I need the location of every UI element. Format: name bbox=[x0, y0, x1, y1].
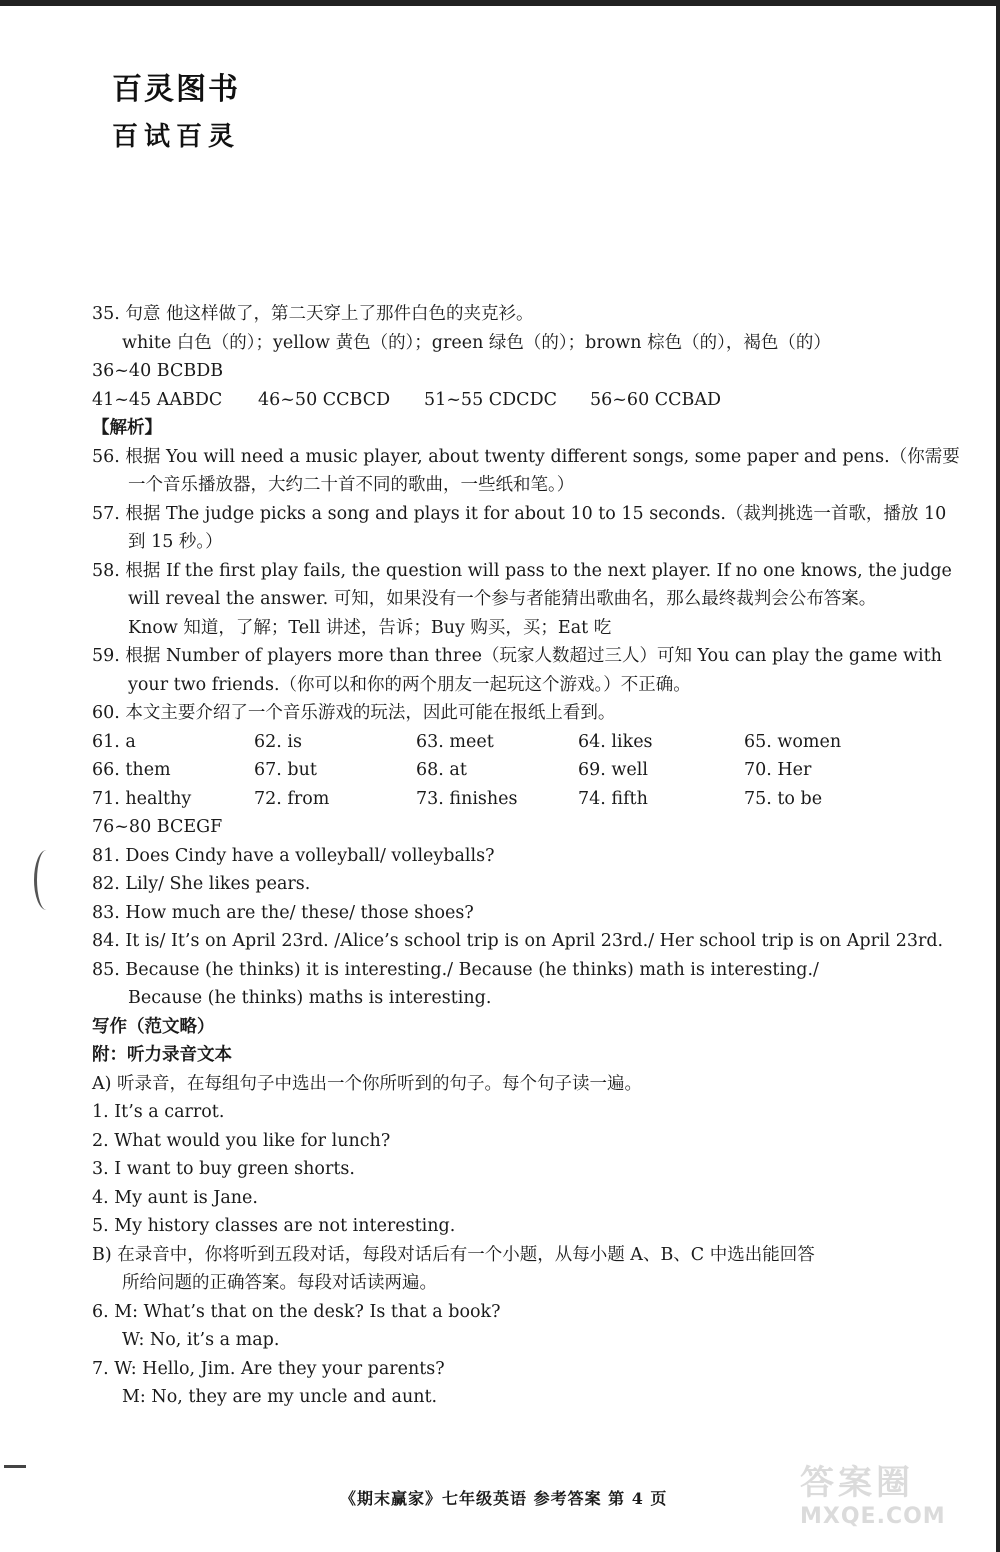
q56-line-1: 56. 根据 You will need a music player, about twenty different songs, some paper and pens.（你需要 bbox=[92, 446, 960, 467]
answer-content bbox=[92, 300, 962, 1412]
q57-line-1: 57. 根据 The judge picks a song and plays it for about 10 to 15 seconds.（裁判挑选一首歌，播放 10 bbox=[92, 503, 947, 524]
dialogue-7-line-1: 7. W: Hello, Jim. Are they your parents? bbox=[92, 1358, 445, 1379]
q59-line-2: your two friends.（你可以和你的两个朋友一起玩这个游戏。）不正确。 bbox=[128, 674, 691, 695]
scan-edge-top bbox=[0, 0, 1000, 6]
answer-85-line-2: Because (he thinks) maths is interesting. bbox=[128, 988, 492, 1008]
answer-85-line-1: 85. Because (he thinks) it is interesting./ Because (he thinks) math is interesting./ bbox=[92, 959, 819, 980]
answer-67: 67. but bbox=[254, 760, 317, 780]
answer-74: 74. fifth bbox=[578, 788, 648, 809]
section-b-instructions-2: 所给问题的正确答案。每段对话读两遍。 bbox=[122, 1273, 437, 1293]
script-sentence-1: 1. It’s a carrot. bbox=[92, 1102, 225, 1122]
answer-71: 71. healthy bbox=[92, 788, 192, 809]
q35-line-2: white 白色（的）；yellow 黄色（的）；green 绿色（的）；brown 棕色（的），褐色（的） bbox=[122, 332, 831, 353]
brand-logo: 百灵图书 bbox=[112, 72, 240, 107]
binding-clip-mark bbox=[34, 850, 59, 910]
scan-edge-right bbox=[996, 0, 1000, 1552]
dialogue-6-line-2: W: No, it’s a map. bbox=[122, 1330, 280, 1350]
answers-46-50: 46~50 CCBCD bbox=[258, 389, 391, 410]
answers-76-80: 76~80 BCEGF bbox=[92, 817, 223, 837]
dialogue-7-line-2: M: No, they are my uncle and aunt. bbox=[122, 1387, 438, 1407]
q56-line-2: 一个音乐播放器，大约二十首不同的歌曲，一些纸和笔。） bbox=[128, 475, 575, 495]
q58-line-1: 58. 根据 If the first play fails, the question will pass to the next player. If no one knows, the judge bbox=[92, 560, 952, 581]
section-b-instructions-1: B) 在录音中，你将听到五段对话，每段对话后有一个小题，从每小题 A、B、C 中选出能回答 bbox=[92, 1244, 815, 1265]
brand-header bbox=[112, 64, 240, 153]
analysis-heading: 【解析】 bbox=[92, 418, 162, 438]
watermark-url: MXQE.COM bbox=[800, 1504, 946, 1529]
answers-41-60-row bbox=[92, 386, 962, 415]
answer-69: 69. well bbox=[578, 760, 648, 780]
answer-84: 84. It is/ It’s on April 23rd. /Alice’s school trip is on April 23rd./ Her school trip is on April 23rd. bbox=[92, 931, 944, 951]
dialogue-6-line-1: 6. M: What’s that on the desk? Is that a book? bbox=[92, 1301, 501, 1322]
q57-line-2: 到 15 秒。） bbox=[128, 532, 223, 552]
answer-62: 62. is bbox=[254, 731, 302, 752]
answer-63: 63. meet bbox=[416, 731, 494, 752]
appendix-heading: 附：听力录音文本 bbox=[92, 1045, 232, 1065]
q58-line-3: Know 知道，了解；Tell 讲述，告诉；Buy 购买，买；Eat 吃 bbox=[128, 617, 612, 638]
answers-66-70-row bbox=[92, 756, 962, 785]
answer-61: 61. a bbox=[92, 731, 136, 752]
answers-61-65-row bbox=[92, 728, 962, 757]
script-sentence-4: 4. My aunt is Jane. bbox=[92, 1187, 258, 1208]
section-a-instructions: A) 听录音，在每组句子中选出一个你所听到的句子。每个句子读一遍。 bbox=[92, 1073, 643, 1094]
answer-70: 70. Her bbox=[744, 760, 812, 780]
watermark bbox=[800, 1455, 990, 1545]
answer-73: 73. finishes bbox=[416, 788, 518, 809]
answers-41-45: 41~45 AABDC bbox=[92, 389, 223, 410]
scan-edge-mark bbox=[4, 1465, 26, 1468]
answer-65: 65. women bbox=[744, 731, 842, 752]
answer-66: 66. them bbox=[92, 760, 171, 780]
answer-81: 81. Does Cindy have a volleyball/ volleyballs? bbox=[92, 845, 495, 866]
writing-heading: 写作（范文略） bbox=[92, 1016, 215, 1037]
answer-75: 75. to be bbox=[744, 788, 823, 809]
answer-82: 82. Lily/ She likes pears. bbox=[92, 874, 311, 894]
script-sentence-3: 3. I want to buy green shorts. bbox=[92, 1159, 355, 1179]
answers-36-40: 36~40 BCBDB bbox=[92, 361, 224, 381]
answer-64: 64. likes bbox=[578, 731, 653, 752]
q35-line-1: 35. 句意 他这样做了，第二天穿上了那件白色的夹克衫。 bbox=[92, 304, 534, 324]
brand-slogan: 百试百灵 bbox=[112, 122, 241, 152]
q59-line-1: 59. 根据 Number of players more than three（玩家人数超过三人）可知 You can play the game with bbox=[92, 646, 942, 666]
q60-line: 60. 本文主要介绍了一个音乐游戏的玩法，因此可能在报纸上看到。 bbox=[92, 703, 616, 723]
answers-71-75-row bbox=[92, 785, 962, 814]
q58-line-2: will reveal the answer. 可知，如果没有一个参与者能猜出歌曲名，那么最终裁判会公布答案。 bbox=[128, 589, 877, 609]
answer-83: 83. How much are the/ these/ those shoes? bbox=[92, 902, 474, 923]
watermark-logo: 答案圈 bbox=[800, 1463, 914, 1503]
script-sentence-2: 2. What would you like for lunch? bbox=[92, 1130, 391, 1151]
answers-51-55: 51~55 CDCDC bbox=[424, 389, 557, 410]
answers-56-60: 56~60 CCBAD bbox=[590, 389, 722, 410]
answer-68: 68. at bbox=[416, 760, 467, 780]
script-sentence-5: 5. My history classes are not interesting. bbox=[92, 1216, 456, 1236]
answer-72: 72. from bbox=[254, 788, 330, 809]
page-footer: 《期末赢家》七年级英语 参考答案 第 4 页 bbox=[340, 1489, 668, 1508]
